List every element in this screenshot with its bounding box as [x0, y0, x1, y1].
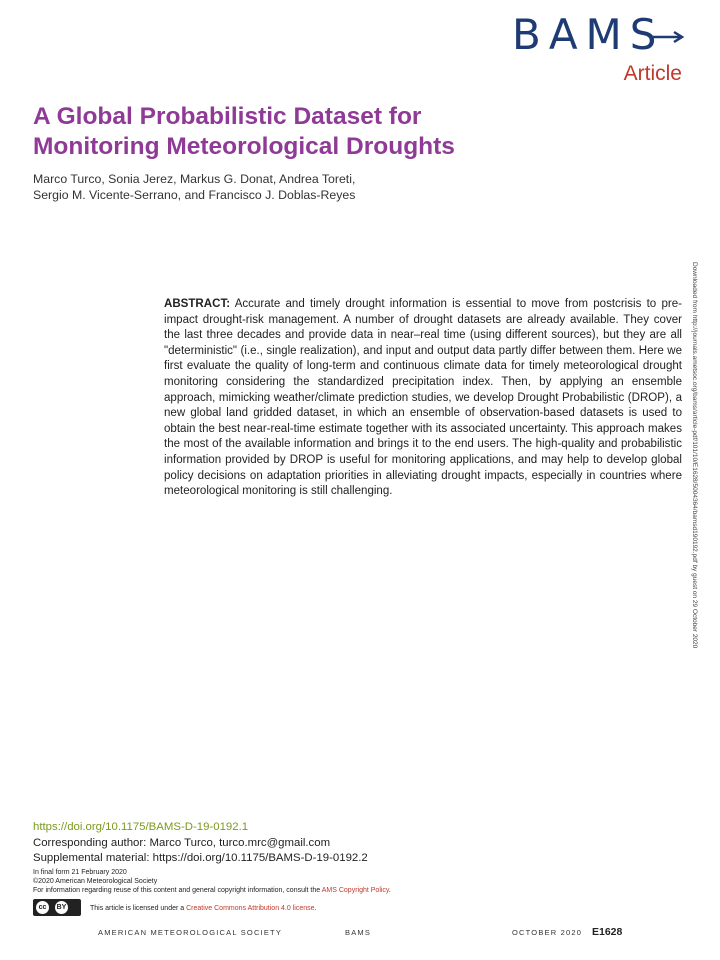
doi-link[interactable]: https://doi.org/10.1175/BAMS-D-19-0192.1 — [33, 821, 249, 833]
license-text: This article is licensed under a — [90, 905, 185, 912]
final-form-date: In final form 21 February 2020 — [33, 869, 127, 876]
footer-date: OCTOBER 2020 — [512, 928, 583, 937]
copyright-policy-link[interactable]: AMS Copyright Policy — [321, 887, 389, 894]
license-line — [90, 905, 316, 912]
bams-logo-word: BAMS — [512, 10, 665, 59]
abstract-label: ABSTRACT: — [164, 298, 231, 310]
author-line-1: Marco Turco, Sonia Jerez, Markus G. Donat, Andrea Toreti, — [33, 172, 356, 186]
footer-journal: BAMS — [345, 928, 372, 937]
corresponding-author: Corresponding author: Marco Turco, turco.mrc@gmail.com — [33, 837, 331, 849]
download-note: Downloaded from http://journals.ametsoc.org/bams/article-pdf/101/10/E1628/5004364/bamsd190192.pdf by guest on 29 October 2020 — [691, 262, 698, 649]
footer-society: AMERICAN METEOROLOGICAL SOCIETY — [98, 928, 283, 937]
copyright-line: ©2020 American Meteorological Society — [33, 878, 158, 885]
cc-license-link[interactable]: Creative Commons Attribution 4.0 license — [186, 905, 315, 912]
reuse-text: For information regarding reuse of this content and general copyright information, consult the — [33, 887, 321, 894]
supplemental-material: Supplemental material: https://doi.org/10.1175/BAMS-D-19-0192.2 — [33, 852, 368, 864]
abstract-text: Accurate and timely drought information is essential to move from postcrisis to pre-impact drought-risk management. A number of drought datasets are already available. They cover the last three decades and provide data in near–real time (using different sources), but they are all "deterministic" (i.e., single realization), and input and output data partly differ between them. Here we first evaluate the quality of long-term and continuous climate data for timely meteorological drought monitoring considering the standardized precipitation index. Then, by applying an ensemble approach, mimicking weather/climate prediction studies, we develop Drought Probabilistic (DROP), a new global land gridded dataset, in which an ensemble of observation-based datasets is used to obtain the best near-real-time estimate together with its associated uncertainty. This approach makes the most of the available information and brings it to the end users. The high-quality and probabilistic information provided by DROP is useful for monitoring applications, and may help to develop global policy decisions on adaptation priorities in alleviating drought impacts, especially in countries where meteorological monitoring is still challenging. — [164, 298, 682, 498]
article-title: A Global Probabilistic Dataset for Monitoring Meteorological Droughts — [33, 103, 455, 160]
license-end: . — [314, 905, 317, 912]
cc-license-badge — [33, 899, 81, 916]
author-list — [33, 171, 473, 203]
reuse-line — [33, 886, 391, 895]
author-line-2: Sergio M. Vicente-Serrano, and Francisco J. Doblas-Reyes — [33, 188, 356, 202]
bams-logo-article: Article — [623, 62, 682, 85]
logo-arrow-icon — [650, 30, 690, 44]
cc-icon: cc — [36, 901, 49, 914]
abstract — [164, 297, 682, 500]
attribution-icon: BY — [55, 901, 68, 914]
page-number: E1628 — [592, 926, 623, 938]
reuse-end: . — [388, 887, 391, 894]
bams-logo — [512, 12, 692, 90]
